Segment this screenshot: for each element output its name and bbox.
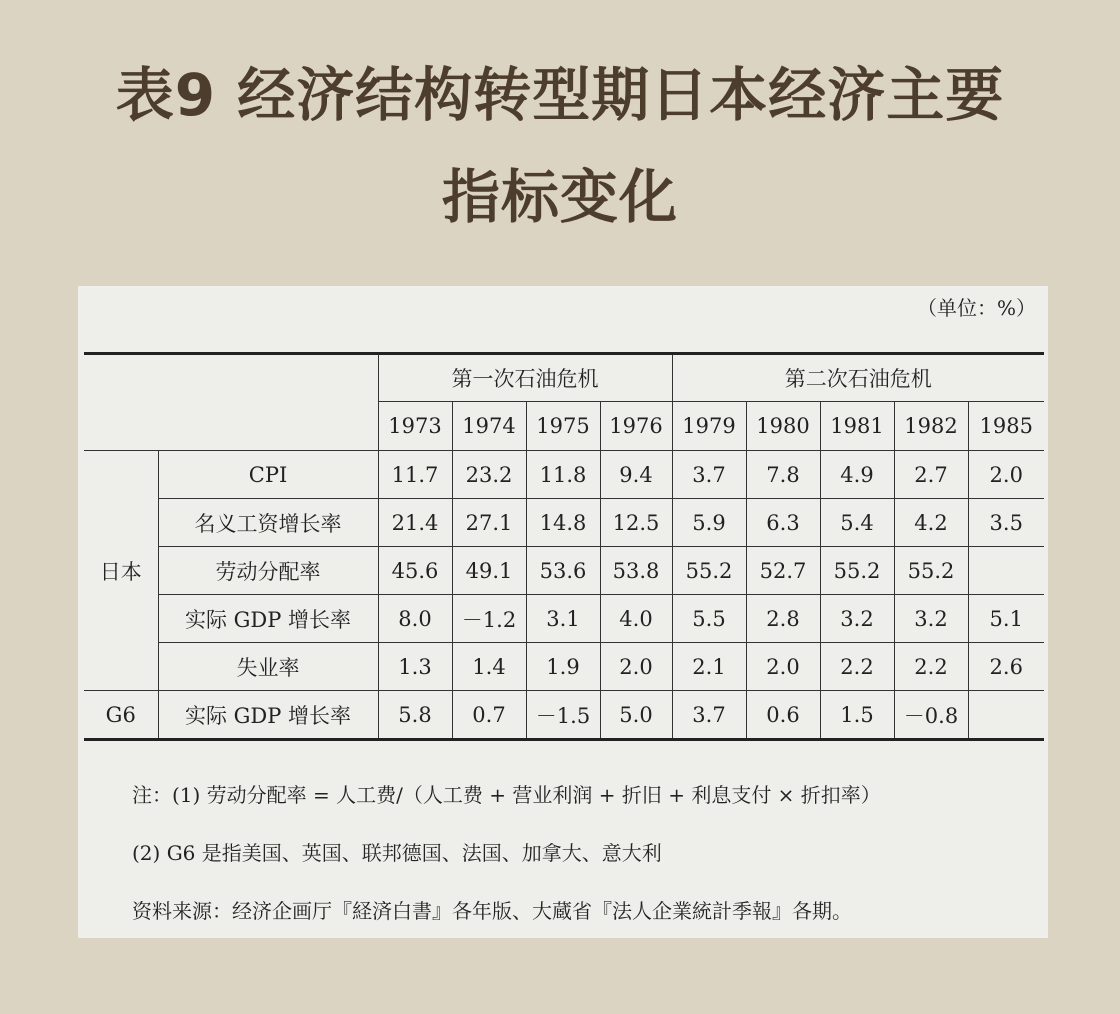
data-cell: 5.4 xyxy=(820,499,894,547)
year-header: 1985 xyxy=(968,402,1044,451)
group-header-row xyxy=(84,354,1044,402)
year-header: 1976 xyxy=(600,402,672,451)
data-cell: 1.9 xyxy=(526,643,600,691)
data-cell: 53.8 xyxy=(600,547,672,595)
data-cell: 45.6 xyxy=(378,547,452,595)
data-cell: 2.1 xyxy=(672,643,746,691)
data-cell: 2.0 xyxy=(600,643,672,691)
row-label: 实际 GDP 增长率 xyxy=(158,595,378,643)
data-cell xyxy=(968,691,1044,740)
table-row-labor-share xyxy=(84,547,1044,595)
row-label: CPI xyxy=(158,451,378,499)
year-header: 1979 xyxy=(672,402,746,451)
data-cell: 2.0 xyxy=(968,451,1044,499)
indicator-table xyxy=(84,352,1044,741)
data-cell: 55.2 xyxy=(820,547,894,595)
data-cell: 0.6 xyxy=(746,691,820,740)
data-cell: 3.7 xyxy=(672,691,746,740)
note-1: 注：(1) 劳动分配率 = 人工费/（人工费 + 营业利润 + 折旧 + 利息支付 × 折扣率） xyxy=(132,783,881,807)
year-header: 1974 xyxy=(452,402,526,451)
data-cell: 2.2 xyxy=(894,643,968,691)
group-header-first-oil-crisis: 第一次石油危机 xyxy=(378,354,672,402)
data-cell: 3.7 xyxy=(672,451,746,499)
year-header: 1981 xyxy=(820,402,894,451)
note-2: (2) G6 是指美国、英国、联邦德国、法国、加拿大、意大利 xyxy=(132,841,662,865)
data-cell: 11.7 xyxy=(378,451,452,499)
data-cell: 5.0 xyxy=(600,691,672,740)
region-label-japan: 日本 xyxy=(84,451,158,691)
year-header: 1973 xyxy=(378,402,452,451)
unit-label: （单位：%） xyxy=(916,296,1036,320)
data-cell: 2.8 xyxy=(746,595,820,643)
data-cell: －0.8 xyxy=(894,691,968,740)
source-note: 资料来源：经济企画厅『経済白書』各年版、大蔵省『法人企業統計季報』各期。 xyxy=(132,899,852,923)
data-cell: 7.8 xyxy=(746,451,820,499)
data-cell: 5.9 xyxy=(672,499,746,547)
data-cell: －1.2 xyxy=(452,595,526,643)
data-cell: －1.5 xyxy=(526,691,600,740)
data-cell: 2.2 xyxy=(820,643,894,691)
data-cell: 5.1 xyxy=(968,595,1044,643)
data-cell: 3.2 xyxy=(894,595,968,643)
table-row-cpi xyxy=(84,451,1044,499)
page-title-line-1: 表9 经济结构转型期日本经济主要 xyxy=(115,61,1005,129)
data-cell: 52.7 xyxy=(746,547,820,595)
row-label: 实际 GDP 增长率 xyxy=(158,691,378,740)
data-cell: 9.4 xyxy=(600,451,672,499)
data-cell: 0.7 xyxy=(452,691,526,740)
year-header: 1975 xyxy=(526,402,600,451)
data-cell: 21.4 xyxy=(378,499,452,547)
data-cell: 1.4 xyxy=(452,643,526,691)
data-cell: 55.2 xyxy=(894,547,968,595)
data-cell: 4.2 xyxy=(894,499,968,547)
data-cell: 4.9 xyxy=(820,451,894,499)
data-cell: 3.2 xyxy=(820,595,894,643)
data-cell: 5.5 xyxy=(672,595,746,643)
data-cell: 27.1 xyxy=(452,499,526,547)
data-cell: 2.6 xyxy=(968,643,1044,691)
table-panel xyxy=(78,286,1048,938)
data-cell: 14.8 xyxy=(526,499,600,547)
data-cell: 8.0 xyxy=(378,595,452,643)
data-cell: 2.0 xyxy=(746,643,820,691)
page-title-line-2: 指标变化 xyxy=(441,163,678,231)
table-notes xyxy=(132,780,881,954)
table-row-real-gdp-japan xyxy=(84,595,1044,643)
data-cell xyxy=(968,547,1044,595)
data-cell: 53.6 xyxy=(526,547,600,595)
row-label: 名义工资增长率 xyxy=(158,499,378,547)
data-cell: 3.5 xyxy=(968,499,1044,547)
table-row-real-gdp-g6 xyxy=(84,691,1044,740)
data-cell: 49.1 xyxy=(452,547,526,595)
year-header: 1982 xyxy=(894,402,968,451)
table-row-unemployment xyxy=(84,643,1044,691)
data-cell: 23.2 xyxy=(452,451,526,499)
data-cell: 55.2 xyxy=(672,547,746,595)
year-header: 1980 xyxy=(746,402,820,451)
data-cell: 4.0 xyxy=(600,595,672,643)
data-cell: 11.8 xyxy=(526,451,600,499)
data-cell: 1.5 xyxy=(820,691,894,740)
data-cell: 3.1 xyxy=(526,595,600,643)
region-label-g6: G6 xyxy=(84,691,158,740)
data-cell: 2.7 xyxy=(894,451,968,499)
group-header-second-oil-crisis: 第二次石油危机 xyxy=(672,354,1044,402)
data-cell: 5.8 xyxy=(378,691,452,740)
data-cell: 1.3 xyxy=(378,643,452,691)
data-cell: 12.5 xyxy=(600,499,672,547)
table-row-nominal-wage xyxy=(84,499,1044,547)
row-label: 劳动分配率 xyxy=(158,547,378,595)
row-label: 失业率 xyxy=(158,643,378,691)
data-cell: 6.3 xyxy=(746,499,820,547)
corner-cell xyxy=(84,354,378,451)
